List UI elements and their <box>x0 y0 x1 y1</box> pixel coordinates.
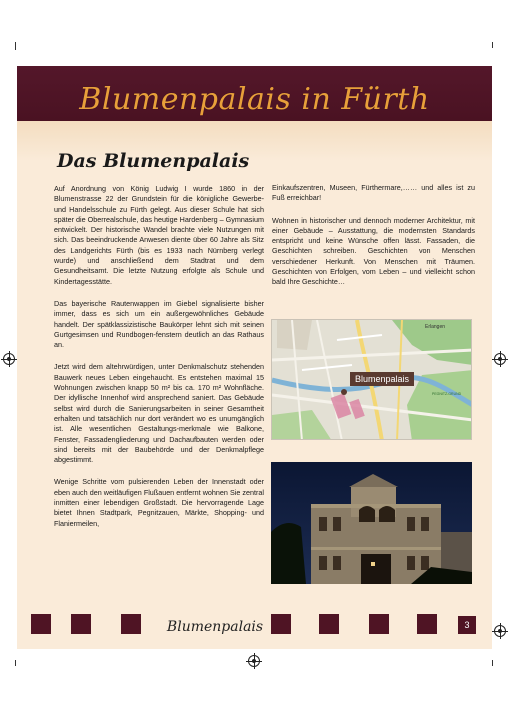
footer-square <box>121 614 141 634</box>
footer-square <box>71 614 91 634</box>
registration-mark-bottom <box>248 655 260 667</box>
right-text-column <box>272 183 475 300</box>
registration-mark-left <box>3 353 15 365</box>
building-photo <box>271 462 472 584</box>
footer-square <box>369 614 389 634</box>
title-banner <box>17 66 492 121</box>
crop-mark-left-top <box>15 42 16 50</box>
paragraph: Einkaufszentren, Museen, Fürthermare,…… und alles ist zu Fuß erreichbar! <box>272 183 475 203</box>
footer-square <box>319 614 339 634</box>
footer-square <box>417 614 437 634</box>
registration-mark-bottom-right <box>494 625 506 637</box>
footer-brand: Blumenpalais <box>166 619 264 635</box>
page-number: 3 <box>458 616 476 634</box>
footer-square <box>271 614 291 634</box>
article-heading: Das Blumenpalais <box>57 150 250 172</box>
paragraph: Das bayerische Rautenwappen im Giebel signalisierte bisher immer, dass es sich um ein außergewöhnliches Gebäude handelt. Der spätklassizistische Baukörper lehnt sich mit seinen Gurtgesimsen und Rundbogen-fenstern deutlich an das Rathaus an. <box>54 298 264 350</box>
crop-mark-left-bottom <box>15 660 16 666</box>
paragraph: Wenige Schritte vom pulsierenden Leben der Innenstadt oder eben auch den weitläufigen Flußauen entfernt wohnen Sie zentral inmitten einer lebendigen Großstadt. Die hervorragende Lage bietet Ihnen Stadtpark, Pegnitzauen, Märkte, Shopping- und Flaniermeilen, <box>54 477 264 528</box>
brochure-page <box>17 66 492 649</box>
map-park-label: PEGNITZ-GRUND <box>432 392 462 396</box>
registration-mark-right <box>494 353 506 365</box>
paragraph: Jetzt wird dem altehrwürdigen, unter Denkmalschutz stehenden Bauwerk neues Leben eingehaucht. Es entstehen maximal 15 Wohnungen zwischen knapp 50 m² bis ca. 170 m² Wohnfläche. Der idyllische Innenhof wird ansprechend saniert. Das Gebäude selbst wird durch die Sanierungsarbeiten in seiner Gesamtheit erhalten und tatsächlich nur dort verändert wo es unumgänglich ist. Alle wesentlichen Gestaltungs-merkmale wie Balkone, Fenster, Fassadengliederung und Dachaufbauten werden oder sind bereits mit der Baubehörde und der Denkmalpflege abgestimmt. <box>54 362 264 465</box>
crop-mark-right-top <box>492 42 493 48</box>
paragraph: Wohnen in historischer und dennoch moderner Architektur, mit einer Gebäude – Ausstattung, die modernsten Standards entspricht und keine Wünsche offen lässt. Fassaden, die Geschichten schreiben. Geschichten von Menschen verschiedener Herkunft. Von Menschen mit Träumen. Geschichten von Erfolgen, vom Leben – und vielleicht schon bald Ihre Geschichte… <box>272 215 475 287</box>
footer-square <box>31 614 51 634</box>
map-marker-label: Blumenpalais <box>350 372 414 386</box>
banner-title: Blumenpalais in Fürth <box>79 82 430 117</box>
location-map <box>271 319 472 440</box>
paragraph: Auf Anordnung von König Ludwig I wurde 1860 in der Blumenstrasse 22 der Grundstein für die königliche Gewerbe- und Handelsschule zu Fürth gelegt. Aus dieser Schule hat sich später die Oberrealschule, das heutige Hardenberg – Gymnasium entwickelt. Der historische Wandel brachte viele Nutzungen mit sich. Das beeindruckende Anwesen diente über 60 Jahre als Sitz des Landgerichts Fürth (bis es 1933 nach Nürnberg verlegt wurde) und anschließend dem Stadtrat und dem Gesundheitsamt. Die letzte Nutzung erfolgte als Schule und Kindertagesstätte. <box>54 184 264 286</box>
building-graphic <box>271 462 472 584</box>
crop-mark-right-bottom <box>492 660 493 666</box>
left-text-column <box>54 184 264 541</box>
map-erlangen-label: Erlangen <box>425 324 446 330</box>
